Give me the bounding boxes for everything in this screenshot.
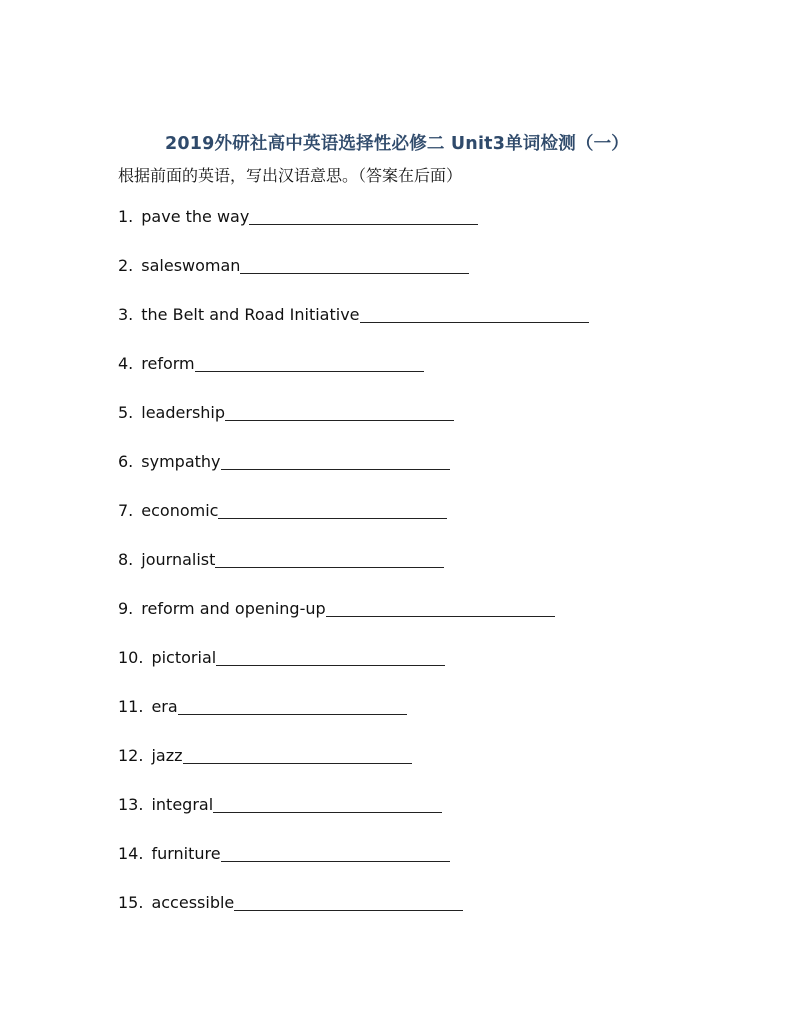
item-term: reform and opening-up	[141, 599, 326, 618]
item-term: jazz	[151, 746, 183, 765]
item-number: 6.	[118, 452, 134, 471]
list-item	[118, 254, 718, 303]
item-term: economic	[141, 501, 219, 520]
list-item	[118, 401, 718, 450]
list-item	[118, 303, 718, 352]
answer-blank[interactable]	[218, 499, 447, 519]
item-number: 1.	[118, 207, 134, 226]
item-term: furniture	[151, 844, 221, 863]
answer-blank[interactable]	[221, 450, 450, 470]
list-item	[118, 548, 718, 597]
item-number: 3.	[118, 305, 134, 324]
item-number: 8.	[118, 550, 134, 569]
list-item	[118, 646, 718, 695]
list-item	[118, 842, 718, 891]
item-number: 15.	[118, 893, 144, 912]
answer-blank[interactable]	[183, 744, 412, 764]
answer-blank[interactable]	[225, 401, 454, 421]
item-term: saleswoman	[141, 256, 241, 275]
answer-blank[interactable]	[216, 646, 445, 666]
answer-blank[interactable]	[195, 352, 424, 372]
item-number: 4.	[118, 354, 134, 373]
answer-blank[interactable]	[326, 597, 555, 617]
item-term: sympathy	[141, 452, 221, 471]
list-item	[118, 352, 718, 401]
answer-blank[interactable]	[234, 891, 463, 911]
item-term: pave the way	[141, 207, 250, 226]
item-number: 9.	[118, 599, 134, 618]
item-term: pictorial	[151, 648, 217, 667]
item-number: 11.	[118, 697, 144, 716]
list-item	[118, 450, 718, 499]
item-number: 7.	[118, 501, 134, 520]
item-term: leadership	[141, 403, 226, 422]
item-number: 12.	[118, 746, 144, 765]
list-item	[118, 499, 718, 548]
item-term: the Belt and Road Initiative	[141, 305, 360, 324]
list-item	[118, 597, 718, 646]
list-item	[118, 793, 718, 842]
instruction-text: 根据前面的英语，写出汉语意思。（答案在后面）	[118, 166, 463, 185]
item-number: 2.	[118, 256, 134, 275]
answer-blank[interactable]	[215, 548, 444, 568]
answer-blank[interactable]	[360, 303, 589, 323]
item-term: reform	[141, 354, 195, 373]
list-item	[118, 695, 718, 744]
vocabulary-list	[118, 205, 718, 940]
list-item	[118, 891, 718, 940]
item-number: 14.	[118, 844, 144, 863]
item-term: era	[151, 697, 178, 716]
page-title: 2019外研社高中英语选择性必修二 Unit3单词检测（一）	[164, 134, 629, 154]
answer-blank[interactable]	[240, 254, 469, 274]
answer-blank[interactable]	[249, 205, 478, 225]
item-term: accessible	[151, 893, 235, 912]
item-number: 13.	[118, 795, 144, 814]
answer-blank[interactable]	[213, 793, 442, 813]
list-item	[118, 744, 718, 793]
answer-blank[interactable]	[178, 695, 407, 715]
item-number: 5.	[118, 403, 134, 422]
list-item	[118, 205, 718, 254]
item-number: 10.	[118, 648, 144, 667]
item-term: journalist	[141, 550, 216, 569]
item-term: integral	[151, 795, 214, 814]
answer-blank[interactable]	[221, 842, 450, 862]
